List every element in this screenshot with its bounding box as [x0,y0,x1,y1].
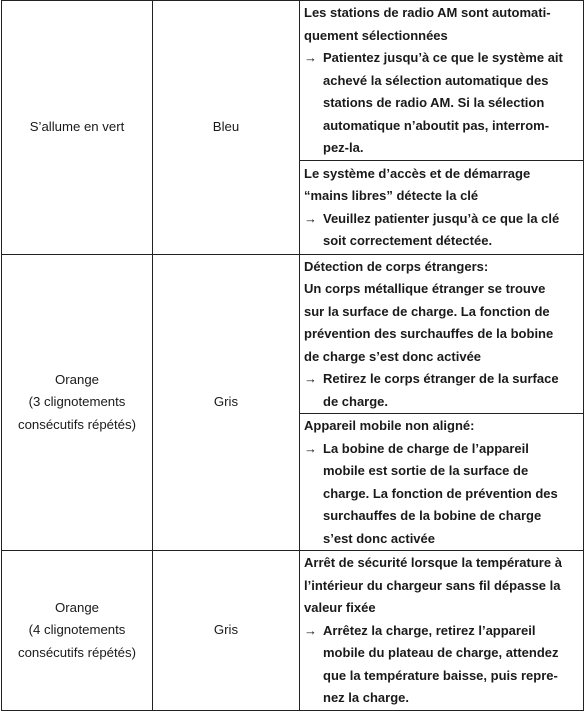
light-status-cell [2,1,153,255]
light-color-text: Gris [213,622,239,637]
table-row [2,551,584,711]
table-row [2,254,584,414]
action-instruction: → La bobine de charge de l’appareil mobile est sortie de la surface de charge. La fonction de prévention des surchauffes de la bobine de charge s’est donc activée [304,438,578,551]
arrow-icon: → [304,210,317,226]
action-instruction: → Retirez le corps étranger de la surface de charge. [304,368,578,413]
condition-heading: Détection de corps étrangers: Un corps métallique étranger se trouve sur la surface de charge. La fonction de prévention des surchauffes de la bobine de charge s’est donc activée [304,258,554,364]
light-color-text: Bleu [212,119,240,134]
condition-heading: Appareil mobile non aligné: [304,418,475,433]
description-cell [300,160,584,254]
light-color-cell [153,1,300,255]
light-status-text: Orange (3 clignotements consécutifs répétés) [17,371,136,432]
description-cell [300,1,584,161]
table-row [2,1,584,161]
action-instruction: → Arrêtez la charge, retirez l’appareil mobile du plateau de charge, attendez que la température baisse, puis repre- nez la charge. [304,620,578,710]
arrow-icon: → [304,622,317,638]
light-status-text: Orange (4 clignotements consécutifs répétés) [17,599,136,660]
light-status-cell [2,551,153,711]
condition-heading: Les stations de radio AM sont automati- quement sélectionnées [304,5,551,43]
description-cell [300,414,584,551]
light-color-cell [153,551,300,711]
light-status-text: S’allume en vert [29,119,125,134]
light-status-cell [2,254,153,551]
arrow-icon: → [304,50,317,65]
description-cell [300,551,584,711]
arrow-icon: → [304,440,317,456]
condition-heading: Le système d’accès et de démarrage “mains libres” détecte la clé [304,165,531,203]
light-color-cell [153,254,300,551]
indicator-table [1,0,584,711]
light-color-text: Gris [213,394,239,409]
arrow-icon: → [304,371,317,386]
action-instruction: → Patientez jusqu’à ce que le système ait achevé la sélection automatique des stations de radio AM. Si la sélection automatique n’aboutit pas, interrom- pez-la. [304,47,578,160]
action-instruction: → Veuillez patienter jusqu’à ce que la clé soit correctement détectée. [304,208,578,253]
description-cell [300,254,584,414]
condition-heading: Arrêt de sécurité lorsque la température à l’intérieur du chargeur sans fil dépasse la valeur fixée [304,555,562,615]
